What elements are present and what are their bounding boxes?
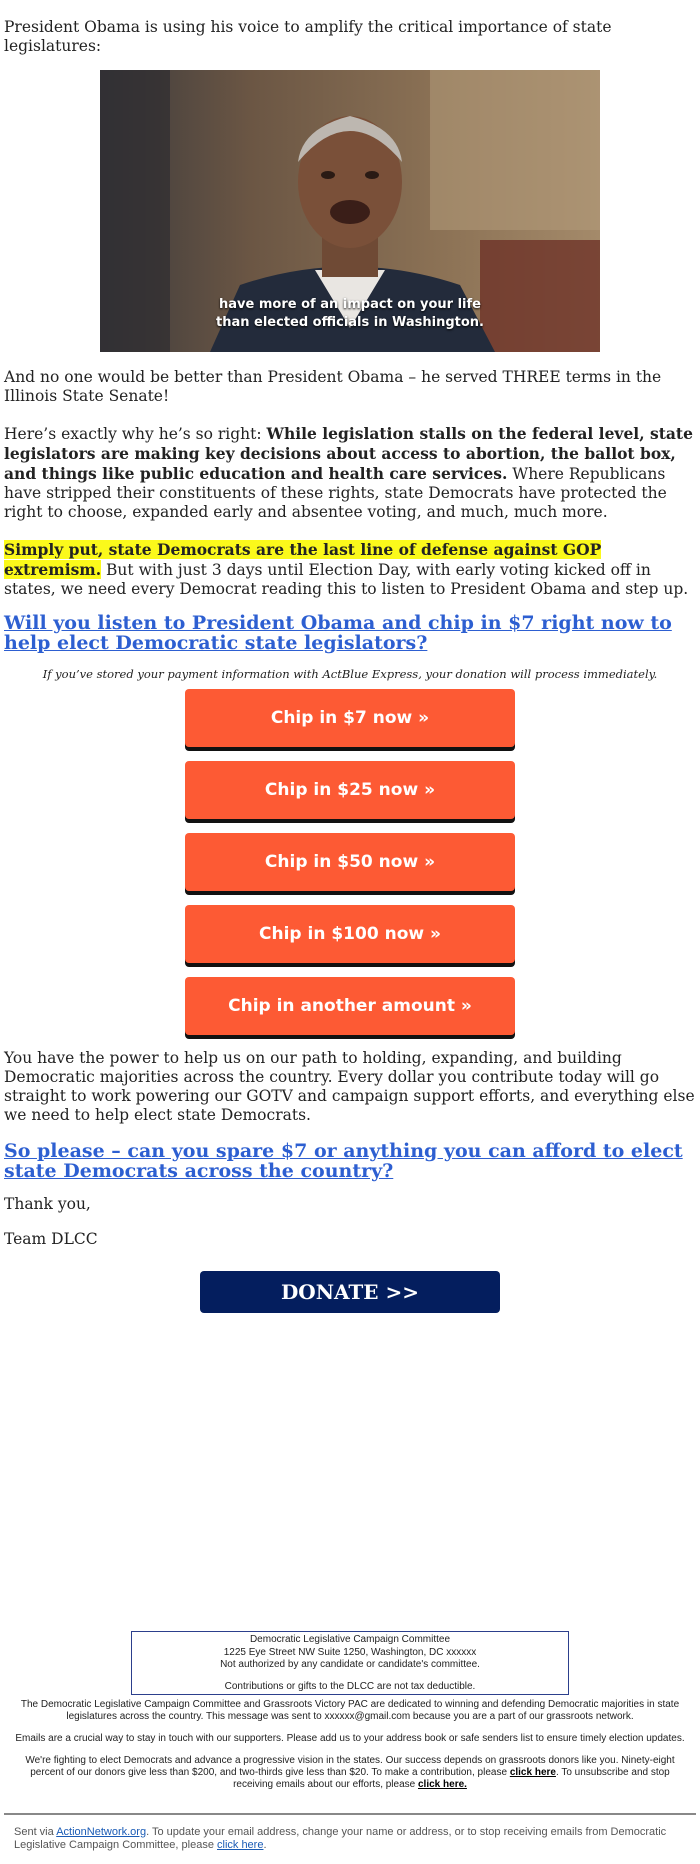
video-caption-line-1: have more of an impact on your life — [219, 297, 481, 312]
power-paragraph: You have the power to help us on our path to holding, expanding, and building Democratic majorities across the country. Every dollar you contribute today will go straight to work powering our GOTV and campaign support efforts, and everything else we need to help elect state Democrats. — [4, 1049, 695, 1124]
fighting-lead: We're fighting to elect Democrats and advance a progressive vision in the states. Our success depends on grassroots donors like you. Ninety-eight percent of our donors give less than $200, and two-thirds give less than $20. To make a contribution, please — [25, 1755, 675, 1778]
why-lead: Here’s exactly why he’s so right: — [4, 425, 267, 443]
action-network-link[interactable]: ActionNetwork.org — [56, 1826, 147, 1838]
signature: Team DLCC — [4, 1230, 98, 1248]
unsubscribe-text: . To unsubscribe and stop receiving emails about our efforts, please — [233, 1767, 670, 1790]
donation-buttons — [4, 689, 696, 1035]
contribute-link[interactable]: click here — [509, 1767, 556, 1778]
why-paragraph — [4, 424, 696, 522]
chip-in-25-button[interactable]: Chip in $25 now » — [185, 761, 515, 819]
chip-in-link[interactable]: Will you listen to President Obama and chip in $7 right now to help elect Democratic state legislators? — [4, 612, 672, 654]
address-box — [131, 1631, 569, 1695]
sent-via-period: . — [263, 1839, 267, 1851]
why-bold: While legislation stalls on the federal level, state legislators are making key decisions about access to abortion, the ballot box, and things like public education and health care services. — [4, 424, 693, 483]
sent-via-lead: Sent via — [14, 1826, 57, 1838]
defense-paragraph — [4, 540, 696, 599]
sent-via-text — [4, 1815, 696, 1852]
highlighted-text: Simply put, state Democrats are the last line of defense against GOP extremism. — [4, 540, 602, 579]
update-preferences-link[interactable]: click here — [217, 1839, 264, 1851]
street-address: 1225 Eye Street NW Suite 1250, Washington, DC xxxxxx — [223, 1646, 477, 1658]
dedicated-text: The Democratic Legislative Campaign Committee and Grassroots Victory PAC are dedicated to winning and defending Democratic majorities in state legislatures across the country. This message was sent to xxxxxx@gmail.com because you are a part of our grassroots network. — [20, 1699, 680, 1722]
emails-text: Emails are a crucial way to stay in touch with our supporters. Please add us to your address book or safe senders list to ensure timely election updates. — [15, 1733, 685, 1744]
spare-link[interactable]: So please – can you spare $7 or anything you can afford to elect state Democrats across the country? — [4, 1140, 683, 1182]
sent-via-rest: . To update your email address, change your name or address, or to stop receiving emails from Democratic Legislative Campaign Committee, please — [14, 1826, 667, 1851]
authorization-note: Not authorized by any candidate or candidate's committee. — [220, 1659, 480, 1670]
why-rest: Where Republicans have stripped their constituents of these rights, state Democrats have protected the right to choose, expanded early and absentee voting, and much, much more. — [4, 465, 667, 521]
org-name: Democratic Legislative Campaign Committee — [249, 1634, 451, 1645]
unsubscribe-link[interactable]: click here. — [418, 1779, 467, 1790]
video-caption — [100, 296, 600, 332]
chip-in-50-button[interactable]: Chip in $50 now » — [185, 833, 515, 891]
donate-button[interactable]: DONATE >> — [200, 1271, 500, 1313]
footer — [4, 1631, 696, 1852]
chip-in-other-button[interactable]: Chip in another amount » — [185, 977, 515, 1035]
chip-in-7-button[interactable]: Chip in $7 now » — [185, 689, 515, 747]
video-caption-line-2: than elected officials in Washington. — [216, 315, 484, 330]
intro-text: President Obama is using his voice to amplify the critical importance of state legislatures: — [4, 18, 612, 55]
obama-senate-paragraph: And no one would be better than President Obama – he served THREE terms in the Illinois State Senate! — [4, 368, 662, 405]
sign-off: Thank you, — [4, 1195, 91, 1213]
actblue-note: If you’ve stored your payment information with ActBlue Express, your donation will process immediately. — [42, 667, 658, 681]
defense-rest: But with just 3 days until Election Day, with early voting kicked off in states, we need every Democrat reading this to listen to President Obama and step up. — [4, 561, 689, 598]
chip-in-100-button[interactable]: Chip in $100 now » — [185, 905, 515, 963]
video-thumbnail[interactable] — [100, 70, 600, 352]
fighting-text — [14, 1755, 686, 1791]
tax-note: Contributions or gifts to the DLCC are not tax deductible. — [224, 1680, 476, 1692]
